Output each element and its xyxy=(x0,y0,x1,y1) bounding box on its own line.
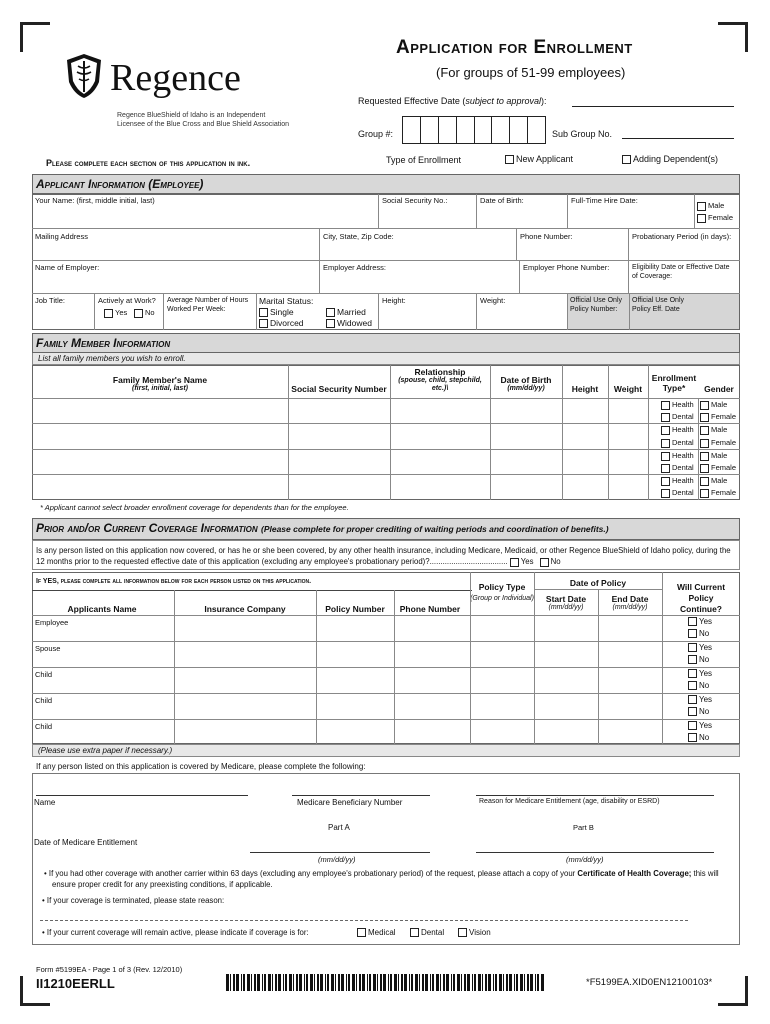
male-checkbox[interactable] xyxy=(700,426,709,435)
coverage-active-text: If your current coverage will remain active, please indicate if coverage is for: xyxy=(46,928,309,937)
applicant-section-title: Applicant Information (Employee) xyxy=(32,174,740,194)
prior-no-label: No xyxy=(550,557,561,567)
health-checkbox[interactable] xyxy=(661,401,670,410)
dental-label: Dental xyxy=(672,488,694,497)
page-title: Application for Enrollment xyxy=(396,37,633,58)
col-family-ssn: Social Security Number xyxy=(291,384,387,394)
form-number: Form #5199EA - Page 1 of 3 (Rev. 12/2010) xyxy=(36,965,183,974)
your-name-field[interactable]: Your Name: (first, middle initial, last) xyxy=(35,196,155,205)
page-subtitle: (For groups of 51-99 employees) xyxy=(436,65,626,80)
health-option[interactable] xyxy=(661,425,694,435)
ink-instruction: Please complete each section of this application in ink. xyxy=(46,158,251,168)
married-label: Married xyxy=(337,307,366,317)
row-line xyxy=(32,423,740,424)
row-line xyxy=(32,615,740,616)
health-option[interactable] xyxy=(661,476,694,486)
health-checkbox[interactable] xyxy=(661,426,670,435)
health-label: Health xyxy=(672,400,694,409)
col-line xyxy=(567,194,568,228)
enrollment-type-label: Type of Enrollment xyxy=(386,155,462,165)
continue-no-option[interactable] xyxy=(688,733,709,742)
col-line xyxy=(516,228,517,260)
male-option[interactable] xyxy=(700,425,727,435)
female-option[interactable] xyxy=(700,438,736,448)
part-b-date-line[interactable] xyxy=(476,852,714,853)
single-option[interactable] xyxy=(259,307,294,317)
col-policy-type: Policy Type xyxy=(478,582,526,592)
ssn-field[interactable]: Social Security No.: xyxy=(382,196,448,205)
female-checkbox[interactable] xyxy=(700,439,709,448)
medicare-beneficiary-line[interactable] xyxy=(292,795,430,796)
corner-mark-bottom-right xyxy=(718,976,748,1006)
group-label: Group #: xyxy=(358,129,394,139)
prior-section-title: Prior and/or Current Coverage Information xyxy=(36,521,258,535)
female-option[interactable] xyxy=(700,412,736,422)
col-line xyxy=(288,365,289,500)
col-line xyxy=(628,228,629,260)
col-line xyxy=(390,365,391,500)
applicant-male-checkbox[interactable] xyxy=(697,202,706,211)
new-applicant-label: New Applicant xyxy=(516,154,574,164)
prior-yes-label: Yes xyxy=(520,557,534,567)
row-line xyxy=(32,474,740,475)
yes-label: Yes xyxy=(699,721,713,730)
no-label: No xyxy=(145,308,155,317)
shield-caduceus-icon xyxy=(64,52,104,100)
col-applicant: Applicants Name xyxy=(67,604,137,614)
certificate-text-3: this will ensure proper credit for any preexisting conditions, if applicable. xyxy=(52,869,719,889)
continue-no-checkbox[interactable] xyxy=(688,629,697,638)
col-policy-number: Policy Number xyxy=(325,604,385,614)
continue-no-option[interactable] xyxy=(688,655,709,664)
part-b-mmddyy: (mm/dd/yy) xyxy=(566,855,604,864)
coverage-active-bullet xyxy=(42,928,309,937)
row-line xyxy=(32,667,740,668)
corner-mark-top-right xyxy=(718,22,748,52)
female-label: Female xyxy=(711,438,737,447)
male-checkbox[interactable] xyxy=(700,401,709,410)
row-line xyxy=(32,719,740,720)
no-label: No xyxy=(699,733,710,742)
dental-option[interactable] xyxy=(661,438,694,448)
effective-date-label: Requested Effective Date ( xyxy=(358,96,466,106)
health-label: Health xyxy=(672,476,694,485)
dental-option[interactable] xyxy=(661,488,694,498)
dental-coverage-checkbox[interactable] xyxy=(410,928,419,937)
medicare-reason-line[interactable] xyxy=(476,795,714,796)
married-checkbox[interactable] xyxy=(326,308,335,317)
family-section-title: Family Member Information xyxy=(32,333,740,353)
certificate-text-1: If you had other coverage with another carrier within 63 days (excluding any employee's probationary period) of the request, please attach a copy of your xyxy=(48,869,578,878)
continue-yes-checkbox[interactable] xyxy=(688,643,697,652)
barcode xyxy=(226,974,544,991)
male-label: Male xyxy=(708,201,725,210)
medicare-intro: If any person listed on this application is covered by Medicare, please complete the following: xyxy=(36,762,366,771)
new-applicant-checkbox[interactable] xyxy=(505,155,514,164)
dental-option[interactable] xyxy=(661,412,694,422)
brand-note-1: Regence BlueShield of Idaho is an Independent xyxy=(117,112,266,119)
male-label: Male xyxy=(711,451,728,460)
prior-yes-checkbox[interactable] xyxy=(510,558,519,567)
dental-coverage-option[interactable] xyxy=(410,928,444,937)
active-no-option[interactable] xyxy=(134,308,155,318)
active-yes-checkbox[interactable] xyxy=(104,309,113,318)
barcode-text: *F5199EA.XID0EN12100103* xyxy=(586,977,713,988)
yes-label: Yes xyxy=(699,617,713,626)
health-label: Health xyxy=(672,425,694,434)
subgroup-label: Sub Group No. xyxy=(552,129,613,139)
male-option[interactable] xyxy=(700,451,727,461)
married-option[interactable] xyxy=(326,307,366,317)
no-label: No xyxy=(699,707,710,716)
male-checkbox[interactable] xyxy=(700,477,709,486)
col-family-rel-sub: (spouse, child, stepchild, etc.)\ xyxy=(398,377,482,393)
adding-dependents-checkbox[interactable] xyxy=(622,155,631,164)
part-b-label: Part B xyxy=(573,823,594,832)
prior-row-employee: Employee xyxy=(35,618,69,627)
phone-field[interactable]: Phone Number: xyxy=(520,232,573,241)
bullet-dot: • xyxy=(44,869,47,878)
col-family-name: Family Member's Name xyxy=(112,375,208,385)
prior-no-checkbox[interactable] xyxy=(540,558,549,567)
col-line xyxy=(608,365,609,500)
city-state-zip-field[interactable]: City, State, Zip Code: xyxy=(323,232,394,241)
employer-name-field[interactable]: Name of Employer: xyxy=(35,263,100,272)
vision-checkbox[interactable] xyxy=(458,928,467,937)
continue-yes-option[interactable] xyxy=(688,643,712,652)
continue-no-option[interactable] xyxy=(688,629,709,638)
dental-coverage-label: Dental xyxy=(421,928,445,937)
widowed-label: Widowed xyxy=(337,318,372,328)
weight-field[interactable]: Weight: xyxy=(480,296,506,305)
bullet-dot: • xyxy=(42,896,45,905)
col-line xyxy=(648,365,649,500)
male-label: Male xyxy=(711,425,728,434)
col-line xyxy=(256,293,257,330)
col-start-mmddyy: (mm/dd/yy) xyxy=(548,604,584,611)
col-start-date: Start Date xyxy=(545,594,587,604)
col-phone-number: Phone Number xyxy=(399,604,461,614)
hire-date-field[interactable]: Full-Time Hire Date: xyxy=(571,196,638,205)
male-option[interactable] xyxy=(700,400,727,410)
col-line xyxy=(562,365,563,500)
subgroup-field[interactable] xyxy=(622,138,734,139)
continue-yes-option[interactable] xyxy=(688,669,712,678)
prior-row-child: Child xyxy=(35,670,53,679)
family-instruction: List all family members you wish to enroll. xyxy=(32,353,740,365)
dental-label: Dental xyxy=(672,463,694,472)
male-label: Male xyxy=(711,476,728,485)
continue-no-option[interactable] xyxy=(688,681,709,690)
male-option[interactable] xyxy=(700,476,727,486)
group-number-boxes[interactable] xyxy=(402,116,546,144)
health-checkbox[interactable] xyxy=(661,452,670,461)
prior-row-spouse: Spouse xyxy=(35,644,61,653)
brand-name: Regence xyxy=(110,57,241,99)
active-no-checkbox[interactable] xyxy=(134,309,143,318)
official-eff-date: Official Use Only Policy Eff. Date xyxy=(632,297,684,314)
actively-at-work-label: Actively at Work? xyxy=(98,296,156,305)
continue-yes-checkbox[interactable] xyxy=(688,721,697,730)
col-line xyxy=(94,293,95,330)
family-footnote: * Applicant cannot select broader enrollment coverage for dependents than for the employee. xyxy=(40,503,349,512)
dental-checkbox[interactable] xyxy=(661,464,670,473)
health-option[interactable] xyxy=(661,400,694,410)
dental-checkbox[interactable] xyxy=(661,439,670,448)
single-label: Single xyxy=(270,307,294,317)
yes-label: Yes xyxy=(699,669,713,678)
date-entitlement-label: Date of Medicare Entitlement xyxy=(34,838,138,847)
col-date-of-policy: Date of Policy xyxy=(569,578,627,588)
job-title-field[interactable]: Job Title: xyxy=(35,296,66,305)
medicare-name-label: Name xyxy=(34,798,56,807)
widowed-checkbox[interactable] xyxy=(326,319,335,328)
divorced-label: Divorced xyxy=(270,318,304,328)
adding-dependents-option[interactable] xyxy=(622,154,718,164)
col-line xyxy=(476,293,477,330)
medicare-beneficiary-label: Medicare Beneficiary Number xyxy=(297,798,403,807)
single-checkbox[interactable] xyxy=(259,308,268,317)
continue-no-checkbox[interactable] xyxy=(688,733,697,742)
terminated-bullet xyxy=(42,896,224,905)
female-option[interactable] xyxy=(700,463,736,473)
effective-date-row xyxy=(358,96,546,106)
divorced-option[interactable] xyxy=(259,318,304,328)
form-code: II1210EERLL xyxy=(36,976,115,991)
row-line xyxy=(32,590,472,591)
adding-dependents-label: Adding Dependent(s) xyxy=(633,154,719,164)
col-line xyxy=(476,194,477,228)
col-line xyxy=(567,293,568,330)
female-option[interactable] xyxy=(700,488,736,498)
bullet-dot: • xyxy=(42,928,45,937)
col-line xyxy=(378,293,379,330)
terminated-text: If your coverage is terminated, please state reason: xyxy=(46,896,225,905)
male-label: Male xyxy=(711,400,728,409)
part-a-date-line[interactable] xyxy=(250,852,430,853)
female-label: Female xyxy=(711,463,737,472)
brand-note-2: Licensee of the Blue Cross and Blue Shield Association xyxy=(117,121,289,128)
vision-option[interactable] xyxy=(458,928,491,937)
effective-date-suffix: ): xyxy=(540,96,547,106)
col-line xyxy=(163,293,164,330)
col-family-weight: Weight xyxy=(613,384,643,394)
col-family-gender: Gender xyxy=(704,384,734,394)
male-checkbox[interactable] xyxy=(700,452,709,461)
health-option[interactable] xyxy=(661,451,694,461)
applicant-row-line xyxy=(32,228,740,229)
col-family-rel: Relationship xyxy=(414,367,466,377)
col-line xyxy=(629,293,630,330)
col-line xyxy=(519,260,520,293)
col-family-enroll: Enrollment Type* xyxy=(651,373,697,394)
applicant-female-option[interactable] xyxy=(697,213,733,223)
continue-no-checkbox[interactable] xyxy=(688,681,697,690)
widowed-option[interactable] xyxy=(326,318,372,328)
eligibility-date-field[interactable]: Eligibility Date or Effective Date of Coverage: xyxy=(632,264,730,281)
col-insurer: Insurance Company xyxy=(204,604,286,614)
new-applicant-option[interactable] xyxy=(505,154,573,164)
certificate-bullet xyxy=(42,869,736,891)
applicant-female-checkbox[interactable] xyxy=(697,214,706,223)
col-line xyxy=(378,194,379,228)
continue-yes-checkbox[interactable] xyxy=(688,669,697,678)
col-policy-type-sub: (Group or Individual) xyxy=(470,595,534,602)
continue-yes-checkbox[interactable] xyxy=(688,695,697,704)
dental-label: Dental xyxy=(672,412,694,421)
part-a-mmddyy: (mm/dd/yy) xyxy=(318,855,356,864)
col-family-height: Height xyxy=(571,384,599,394)
dob-field[interactable]: Date of Birth: xyxy=(480,196,524,205)
official-policy-number: Official Use Only Policy Number: xyxy=(570,297,622,314)
dental-checkbox[interactable] xyxy=(661,489,670,498)
applicant-row-line xyxy=(32,260,740,261)
height-field[interactable]: Height: xyxy=(382,296,406,305)
row-line xyxy=(32,641,740,642)
medicare-reason-label: Reason for Medicare Entitlement (age, disability or ESRD) xyxy=(479,798,660,805)
prior-section-header xyxy=(32,518,740,540)
female-checkbox[interactable] xyxy=(700,464,709,473)
health-checkbox[interactable] xyxy=(661,477,670,486)
probationary-field[interactable]: Probationary Period (in days): xyxy=(632,232,732,241)
col-will-continue: Will Current Policy Continue? xyxy=(676,582,726,615)
prior-row-child: Child xyxy=(35,722,53,731)
prior-question xyxy=(36,545,736,568)
part-a-label: Part A xyxy=(328,823,350,832)
female-checkbox[interactable] xyxy=(700,489,709,498)
row-line xyxy=(32,398,740,399)
yes-label: Yes xyxy=(115,308,128,317)
effective-date-note: subject to approval xyxy=(465,96,541,106)
medical-option[interactable] xyxy=(357,928,396,937)
no-label: No xyxy=(699,655,710,664)
no-label: No xyxy=(699,629,710,638)
female-label: Female xyxy=(708,213,734,222)
continue-yes-option[interactable] xyxy=(688,617,712,626)
avg-hours-field[interactable]: Average Number of Hours Worked Per Week: xyxy=(167,297,249,314)
regence-logo xyxy=(64,52,104,102)
employer-phone-field[interactable]: Employer Phone Number: xyxy=(523,263,610,272)
divorced-checkbox[interactable] xyxy=(259,319,268,328)
yes-label: Yes xyxy=(699,643,713,652)
applicant-male-option[interactable] xyxy=(697,201,724,211)
health-label: Health xyxy=(672,451,694,460)
continue-yes-checkbox[interactable] xyxy=(688,617,697,626)
prior-row-child: Child xyxy=(35,696,53,705)
dental-checkbox[interactable] xyxy=(661,413,670,422)
medicare-name-line[interactable] xyxy=(36,795,248,796)
terminated-reason-line[interactable] xyxy=(40,920,688,921)
col-line xyxy=(319,228,320,260)
row-line xyxy=(32,693,740,694)
dental-label: Dental xyxy=(672,438,694,447)
extra-paper-note: (Please use extra paper if necessary.) xyxy=(32,744,740,757)
col-end-mmddyy: (mm/dd/yy) xyxy=(612,604,648,611)
vision-label: Vision xyxy=(469,928,491,937)
col-family-dob-sub: (mm/dd/yy) xyxy=(507,385,545,392)
no-label: No xyxy=(699,681,710,690)
female-label: Female xyxy=(711,488,737,497)
employer-address-field[interactable]: Employer Address: xyxy=(323,263,386,272)
continue-no-option[interactable] xyxy=(688,707,709,716)
yes-label: Yes xyxy=(699,695,713,704)
prior-question-text: Is any person listed on this application now covered, or has he or she been covered, by any other health insurance, including Medicare, Medicaid, or other Regence BlueShield of Idaho policy, during the 12 months prior to the requested effective date of this application (excluding any employee's probationary period)?.................................... xyxy=(36,546,731,567)
prior-section-note: (Please complete for proper crediting of waiting periods and coordination of benefits.) xyxy=(260,524,609,534)
row-line xyxy=(32,449,740,450)
active-yes-option[interactable] xyxy=(104,308,127,318)
col-end-date: End Date xyxy=(611,594,649,604)
col-family-dob: Date of Birth xyxy=(500,375,552,385)
continue-no-checkbox[interactable] xyxy=(688,707,697,716)
marital-status-label: Marital Status: xyxy=(259,296,314,306)
corner-mark-top-left xyxy=(20,22,50,52)
continue-no-checkbox[interactable] xyxy=(688,655,697,664)
certificate-text-2: Certificate of Health Coverage; xyxy=(577,869,692,878)
col-line xyxy=(694,194,695,228)
continue-yes-option[interactable] xyxy=(688,695,712,704)
medical-label: Medical xyxy=(368,928,396,937)
continue-yes-option[interactable] xyxy=(688,721,712,730)
col-family-name-sub: (first, initial, last) xyxy=(131,385,188,392)
col-line xyxy=(628,260,629,293)
if-yes-instruction: If YES, please complete all information below for each person listed on this application. xyxy=(36,578,312,585)
dental-option[interactable] xyxy=(661,463,694,473)
female-label: Female xyxy=(711,412,737,421)
medical-checkbox[interactable] xyxy=(357,928,366,937)
effective-date-field[interactable] xyxy=(572,106,734,107)
barcode-graphic xyxy=(226,974,544,991)
col-line xyxy=(490,365,491,500)
female-checkbox[interactable] xyxy=(700,413,709,422)
mailing-address-field[interactable]: Mailing Address xyxy=(35,232,88,241)
col-line xyxy=(319,260,320,293)
